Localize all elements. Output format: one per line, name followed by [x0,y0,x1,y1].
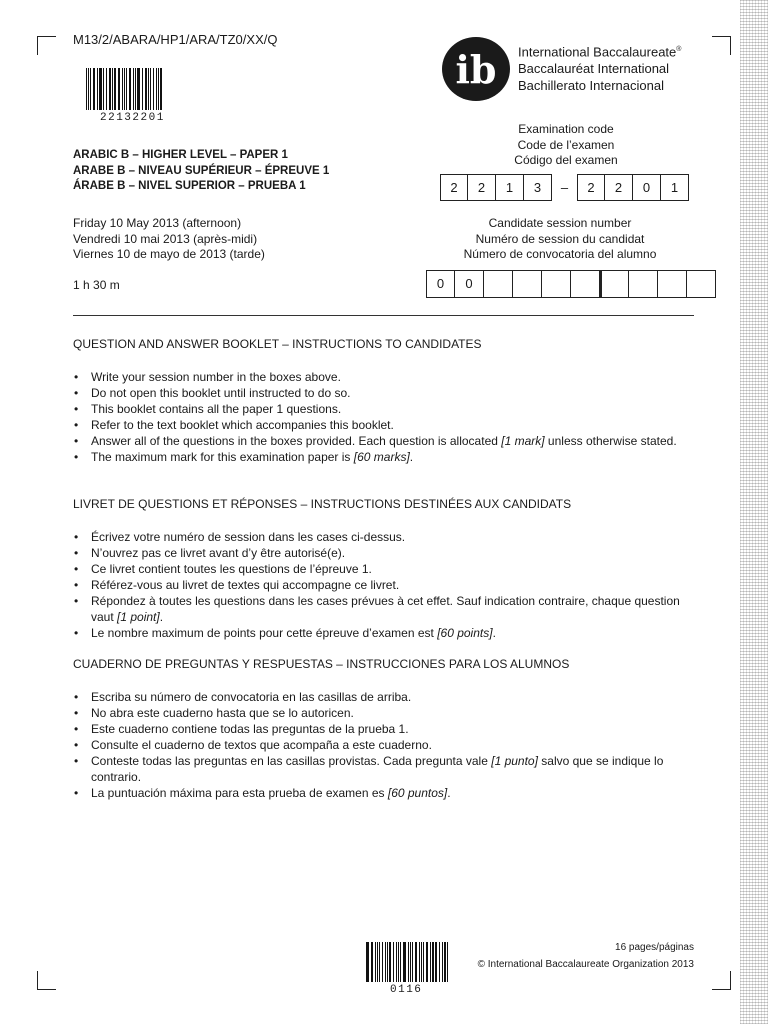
date-fr: Vendredi 10 mai 2013 (après-midi) [73,231,258,246]
instruction-item: • The maximum mark for this examination paper is [60 marks]. [73,449,695,465]
instruction-item: • This booklet contains all the paper 1 questions. [73,401,695,417]
ib-logo-icon [441,36,511,102]
session-digit-box[interactable]: 0 [426,270,455,298]
instruction-item: • Escriba su número de convocatoria en las casillas de arriba. [73,689,695,705]
barcode-bar [103,68,104,110]
barcode-bar [421,942,422,982]
barcode-bar [148,68,149,110]
subject-fr: ARABE B – NIVEAU SUPÉRIEUR – ÉPREUVE 1 [73,164,330,177]
top-barcode [86,68,164,110]
mark-allocation: [1 punto] [491,754,538,768]
exam-code-label [440,122,692,169]
session-digit-box[interactable] [687,270,716,298]
session-label-en: Candidate session number [488,216,632,230]
barcode-bar [410,942,411,982]
barcode-bar [442,942,443,982]
barcode-bar [99,68,102,110]
barcode-bar [135,68,136,110]
exam-code-digit-box[interactable]: 0 [633,174,661,201]
barcode-bar [90,68,91,110]
crop-mark-top-right [712,36,731,55]
barcode-bar [387,942,388,982]
instructions-list-en [73,369,695,465]
top-barcode-number: 22132201 [100,112,165,124]
exam-code-digit-box[interactable]: 2 [577,174,605,201]
mark-allocation: [1 mark] [501,434,545,448]
instruction-item: • No abra este cuaderno hasta que se lo autoricen. [73,705,695,721]
barcode-bar [398,942,399,982]
barcode-bar [412,942,413,982]
barcode-bar [419,942,420,982]
copyright: © International Baccalaureate Organization 2013 [477,959,694,970]
ib-organisation-names [518,41,681,94]
barcode-bar [133,68,134,110]
page-count: 16 pages/páginas [615,942,694,953]
ib-logo-letters: ib [455,47,497,92]
ib-name-fr: Baccalauréat International [518,61,670,77]
barcode-bar [142,68,143,110]
barcode-bar [106,68,107,110]
ib-name-en: International Baccalaureate [518,44,677,60]
session-digit-box[interactable] [571,270,600,298]
barcode-bar [122,68,123,110]
exam-code-digit-box[interactable]: 2 [440,174,468,201]
exam-code-digit-box[interactable]: 2 [468,174,496,201]
instruction-item: • Refer to the text booklet which accompanies this booklet. [73,417,695,433]
session-number-boxes [426,270,716,298]
barcode-bar [379,942,380,982]
barcode-bar [160,68,162,110]
exam-code-label-en: Examination code [518,122,614,136]
barcode-bar [375,942,376,982]
barcode-bar [114,68,116,110]
barcode-bar [439,942,440,982]
barcode-bar [426,942,428,982]
barcode-bar [366,942,369,982]
barcode-bar [93,68,95,110]
bottom-barcode [366,942,450,982]
exam-code-group-b [577,174,689,201]
barcode-bar [158,68,159,110]
session-digit-box[interactable] [658,270,687,298]
crop-mark-top-left [37,36,56,55]
ib-logo [441,36,511,102]
exam-code-digit-box[interactable]: 1 [496,174,524,201]
instructions-list-es [73,689,695,801]
barcode-bar [156,68,157,110]
session-label-es: Número de convocatoria del alumno [463,247,657,261]
session-label-fr: Numéro de session du candidat [475,231,645,246]
mark-allocation: [60 puntos] [387,786,448,800]
instruction-item: • Écrivez votre numéro de session dans les cases ci-dessus. [73,529,695,545]
exam-code-label-fr: Code de l’examen [517,137,615,152]
header-divider [73,315,694,316]
exam-code-digit-box[interactable]: 2 [605,174,633,201]
exam-code-separator: – [560,180,569,195]
barcode-bar [430,942,431,982]
registered-mark: ® [676,46,682,53]
barcode-bar [444,942,446,982]
barcode-bar [396,942,397,982]
barcode-bar [403,942,406,982]
instruction-item: • Conteste todas las preguntas en las casillas provistas. Cada pregunta vale [1 punto] salvo que se indique lo contrario. [73,753,695,785]
session-digit-box[interactable] [600,270,629,298]
instruction-item: • N’ouvrez pas ce livret avant d’y être autorisé(e). [73,545,695,561]
session-digit-box[interactable]: 0 [455,270,484,298]
subject-block [73,148,329,195]
instruction-item: • La puntuación máxima para esta prueba de examen es [60 puntos]. [73,785,695,801]
barcode-bar [400,942,401,982]
instruction-item: • Do not open this booklet until instructed to do so. [73,385,695,401]
barcode-bar [129,68,131,110]
barcode-bar [435,942,437,982]
barcode-bar [423,942,424,982]
ib-name-es: Bachillerato Internacional [518,78,664,94]
exam-code-label-es: Código del examen [514,153,618,167]
instruction-item: • Le nombre maximum de points pour cette épreuve d’examen est [60 points]. [73,625,695,641]
duration: 1 h 30 m [73,277,120,292]
barcode-bar [137,68,140,110]
instruction-item: • Este cuaderno contiene todas las preguntas de la prueba 1. [73,721,695,737]
barcode-bar [118,68,120,110]
mark-allocation: [1 point] [117,610,160,624]
session-digit-box[interactable] [484,270,513,298]
exam-code-boxes [440,174,689,201]
barcode-bar [145,68,147,110]
session-digit-box[interactable] [629,270,658,298]
date-en: Friday 10 May 2013 (afternoon) [73,216,242,230]
section-title-fr: LIVRET DE QUESTIONS ET RÉPONSES – INSTRUCTIONS DESTINÉES AUX CANDIDATS [73,497,572,511]
barcode-bar [150,68,151,110]
date-es: Viernes 10 de mayo de 2013 (tarde) [73,247,265,261]
barcode-bar [371,942,373,982]
barcode-bar [97,68,98,110]
footer-text [478,939,694,973]
instruction-item: • Consulte el cuaderno de textos que acompaña a este cuaderno. [73,737,695,753]
date-block [73,216,265,293]
barcode-bar [393,942,394,982]
bottom-barcode-number: 0116 [390,984,423,996]
barcode-bar [109,68,111,110]
crop-mark-bottom-left [37,971,56,990]
barcode-bar [126,68,127,110]
exam-code-group-a [440,174,552,201]
session-number-label [426,216,694,263]
barcode-bar [86,68,87,110]
barcode-bar [88,68,89,110]
barcode-bar [153,68,154,110]
session-digit-box[interactable] [513,270,542,298]
barcode-bar [408,942,409,982]
barcode-bar [377,942,378,982]
instruction-item: • Write your session number in the boxes above. [73,369,695,385]
barcode-bar [382,942,383,982]
exam-code-digit-box[interactable]: 1 [661,174,689,201]
exam-code-digit-box[interactable]: 3 [524,174,552,201]
section-title-es: CUADERNO DE PREGUNTAS Y RESPUESTAS – INSTRUCCIONES PARA LOS ALUMNOS [73,657,570,671]
mark-allocation: [60 points] [437,626,493,640]
instruction-item: • Answer all of the questions in the boxes provided. Each question is allocated [1 mark] unless otherwise stated. [73,433,695,449]
barcode-bar [124,68,125,110]
subject-en: ARABIC B – HIGHER LEVEL – PAPER 1 [73,149,288,161]
crop-mark-bottom-right [712,971,731,990]
instructions-list-fr [73,529,695,641]
barcode-bar [389,942,391,982]
instruction-item: • Ce livret contient toutes les questions de l’épreuve 1. [73,561,695,577]
mark-allocation: [60 marks] [353,450,410,464]
session-digit-box[interactable] [542,270,571,298]
barcode-bar [415,942,417,982]
paper-code: M13/2/ABARA/HP1/ARA/TZ0/XX/Q [73,32,278,47]
barcode-bar [385,942,386,982]
instruction-item: • Référez-vous au livret de textes qui accompagne ce livret. [73,577,695,593]
page-edge-pattern [740,0,768,1024]
subject-es: ÁRABE B – NIVEL SUPERIOR – PRUEBA 1 [73,180,306,192]
barcode-bar [447,942,448,982]
barcode-bar [432,942,434,982]
barcode-bar [112,68,113,110]
instruction-item: • Répondez à toutes les questions dans les cases prévues à cet effet. Sauf indication contraire, chaque question vaut [1 point]. [73,593,695,625]
section-title-en: QUESTION AND ANSWER BOOKLET – INSTRUCTIONS TO CANDIDATES [73,337,482,351]
